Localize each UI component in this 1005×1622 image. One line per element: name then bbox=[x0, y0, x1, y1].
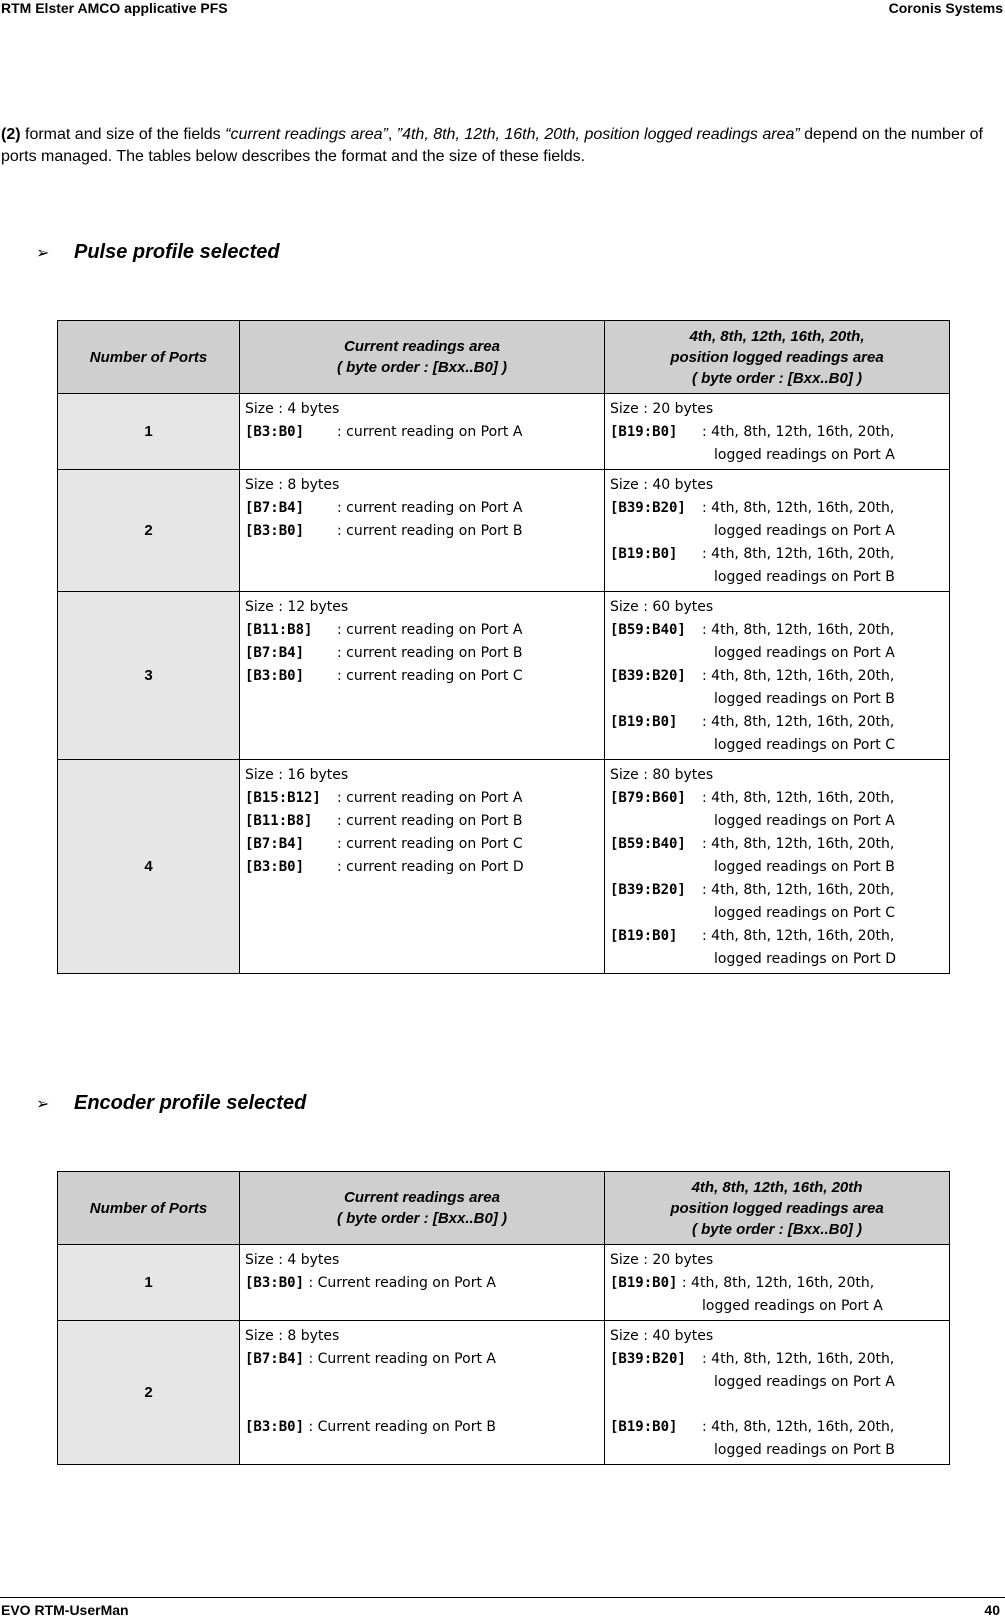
byte-range-key: [B3:B0] bbox=[245, 523, 305, 539]
logged-readings-content bbox=[605, 760, 949, 973]
table-row bbox=[58, 470, 950, 592]
logged-readings-content bbox=[605, 592, 949, 759]
intro-text-3: depend on the number of ports managed. The tables below describes the format and the size of these fields. bbox=[1, 126, 983, 165]
byte-range-desc-continued: logged readings on Port C bbox=[714, 905, 895, 921]
footer-doc-name: EVO RTM-UserMan bbox=[1, 1602, 129, 1618]
table-header-row bbox=[58, 321, 950, 394]
table-row bbox=[58, 394, 950, 470]
byte-range-line bbox=[245, 421, 599, 444]
byte-range-desc: : current reading on Port A bbox=[337, 500, 523, 516]
byte-range-desc: : 4th, 8th, 12th, 16th, 20th, bbox=[702, 882, 895, 898]
byte-range-desc: : Current reading on Port A bbox=[304, 1275, 496, 1291]
byte-range-line bbox=[610, 619, 944, 642]
current-readings-content bbox=[240, 760, 604, 881]
byte-range-key: [B19:B0] bbox=[610, 1275, 678, 1291]
current-readings-cell bbox=[240, 1321, 605, 1465]
current-readings-content bbox=[240, 470, 604, 545]
byte-range-line bbox=[610, 543, 944, 566]
byte-range-key: [B19:B0] bbox=[610, 424, 678, 440]
byte-range-key: [B19:B0] bbox=[610, 928, 678, 944]
ports-count-cell: 1 bbox=[58, 1245, 240, 1321]
size-label: Size : 4 bytes bbox=[245, 401, 340, 417]
byte-range-line bbox=[245, 787, 599, 810]
byte-range-line bbox=[245, 1416, 599, 1439]
spacer bbox=[245, 1371, 599, 1416]
intro-paragraph bbox=[1, 124, 991, 168]
byte-range-key: [B19:B0] bbox=[610, 546, 678, 562]
byte-range-key: [B79:B60] bbox=[610, 790, 686, 806]
byte-range-key: [B39:B20] bbox=[610, 1351, 686, 1367]
byte-range-line bbox=[245, 520, 599, 543]
byte-range-desc: : Current reading on Port B bbox=[304, 1419, 496, 1435]
table-row bbox=[58, 1245, 950, 1321]
byte-range-desc: : 4th, 8th, 12th, 16th, 20th, bbox=[702, 424, 895, 440]
byte-range-line bbox=[610, 879, 944, 902]
logged-readings-cell bbox=[605, 1245, 950, 1321]
intro-text-1: format and size of the fields bbox=[20, 126, 226, 143]
size-label: Size : 40 bytes bbox=[610, 477, 714, 493]
current-readings-cell bbox=[240, 1245, 605, 1321]
logged-readings-content bbox=[605, 394, 949, 469]
bullet-arrow-icon: ➢ bbox=[36, 245, 50, 262]
byte-range-desc: : 4th, 8th, 12th, 16th, 20th, bbox=[702, 622, 895, 638]
table-row bbox=[58, 760, 950, 974]
byte-range-desc: : 4th, 8th, 12th, 16th, 20th, bbox=[702, 1419, 895, 1435]
ports-count-cell: 4 bbox=[58, 760, 240, 974]
byte-range-key: [B39:B20] bbox=[610, 882, 686, 898]
field-name-2: ”4th, 8th, 12th, 16th, 20th, position logged readings area” bbox=[396, 126, 800, 143]
size-label: Size : 12 bytes bbox=[245, 599, 349, 615]
byte-range-desc: : current reading on Port C bbox=[337, 836, 523, 852]
bullet-arrow-icon: ➢ bbox=[36, 1096, 50, 1113]
logged-readings-cell bbox=[605, 760, 950, 974]
byte-range-desc-continued: logged readings on Port A bbox=[714, 523, 895, 539]
byte-range-desc: : current reading on Port B bbox=[337, 645, 523, 661]
current-readings-content bbox=[240, 394, 604, 446]
pulse-section-heading bbox=[36, 241, 280, 264]
byte-range-desc-continued: logged readings on Port B bbox=[714, 1442, 895, 1458]
byte-range-desc: : 4th, 8th, 12th, 16th, 20th, bbox=[702, 1351, 895, 1367]
byte-range-key: [B59:B40] bbox=[610, 622, 686, 638]
current-readings-cell bbox=[240, 592, 605, 760]
byte-range-line bbox=[610, 421, 944, 444]
byte-range-key: [B11:B8] bbox=[245, 813, 313, 829]
byte-range-desc: : 4th, 8th, 12th, 16th, 20th, bbox=[702, 928, 895, 944]
pulse-section-title: Pulse profile selected bbox=[74, 241, 280, 263]
byte-range-desc-continued: logged readings on Port A bbox=[714, 813, 895, 829]
logged-readings-cell bbox=[605, 1321, 950, 1465]
byte-range-line bbox=[245, 619, 599, 642]
current-readings-content bbox=[240, 1321, 604, 1441]
byte-range-key: [B7:B4] bbox=[245, 1351, 305, 1367]
logged-readings-cell bbox=[605, 592, 950, 760]
current-readings-content bbox=[240, 592, 604, 690]
logged-readings-cell bbox=[605, 470, 950, 592]
column-header-current: Current readings area ( byte order : [Bxx..B0] ) bbox=[240, 321, 605, 394]
ports-count-cell: 1 bbox=[58, 394, 240, 470]
byte-range-line bbox=[245, 665, 599, 688]
intro-text-2: , bbox=[387, 126, 397, 143]
byte-range-desc-continued: logged readings on Port A bbox=[714, 447, 895, 463]
byte-range-line bbox=[245, 642, 599, 665]
ports-count-cell: 2 bbox=[58, 1321, 240, 1465]
byte-range-key: [B7:B4] bbox=[245, 645, 305, 661]
byte-range-line bbox=[610, 925, 944, 948]
byte-range-line bbox=[245, 856, 599, 879]
current-readings-cell bbox=[240, 470, 605, 592]
note-number: (2) bbox=[1, 126, 21, 143]
byte-range-desc: : current reading on Port B bbox=[337, 813, 523, 829]
encoder-section-title: Encoder profile selected bbox=[74, 1092, 307, 1114]
byte-range-key: [B3:B0] bbox=[245, 1275, 305, 1291]
current-readings-cell bbox=[240, 394, 605, 470]
ports-count-cell: 2 bbox=[58, 470, 240, 592]
column-header-ports: Number of Ports bbox=[58, 1172, 240, 1245]
header-company: Coronis Systems bbox=[888, 0, 1003, 16]
byte-range-desc-continued: logged readings on Port A bbox=[714, 645, 895, 661]
column-header-ports: Number of Ports bbox=[58, 321, 240, 394]
byte-range-key: [B3:B0] bbox=[245, 424, 305, 440]
size-label: Size : 16 bytes bbox=[245, 767, 349, 783]
header-title: RTM Elster AMCO applicative PFS bbox=[1, 0, 228, 16]
page-header bbox=[0, 0, 1005, 24]
byte-range-line bbox=[245, 810, 599, 833]
byte-range-desc: : Current reading on Port A bbox=[304, 1351, 496, 1367]
byte-range-line bbox=[610, 665, 944, 688]
byte-range-desc: : 4th, 8th, 12th, 16th, 20th, bbox=[702, 500, 895, 516]
byte-range-key: [B7:B4] bbox=[245, 836, 305, 852]
byte-range-key: [B7:B4] bbox=[245, 500, 305, 516]
column-header-current: Current readings area ( byte order : [Bxx..B0] ) bbox=[240, 1172, 605, 1245]
size-label: Size : 40 bytes bbox=[610, 1328, 714, 1344]
table-row bbox=[58, 1321, 950, 1465]
byte-range-line bbox=[245, 1272, 599, 1295]
logged-readings-content bbox=[605, 1321, 949, 1464]
byte-range-line bbox=[610, 1416, 944, 1439]
byte-range-desc: : current reading on Port C bbox=[337, 668, 523, 684]
logged-readings-content bbox=[605, 1245, 949, 1320]
size-label: Size : 20 bytes bbox=[610, 1252, 714, 1268]
table-row bbox=[58, 592, 950, 760]
size-label: Size : 4 bytes bbox=[245, 1252, 340, 1268]
current-readings-cell bbox=[240, 760, 605, 974]
byte-range-key: [B3:B0] bbox=[245, 859, 305, 875]
byte-range-key: [B11:B8] bbox=[245, 622, 313, 638]
ports-count-cell: 3 bbox=[58, 592, 240, 760]
byte-range-key: [B59:B40] bbox=[610, 836, 686, 852]
byte-range-key: [B19:B0] bbox=[610, 714, 678, 730]
byte-range-desc: : 4th, 8th, 12th, 16th, 20th, bbox=[677, 1275, 875, 1291]
byte-range-desc: : current reading on Port D bbox=[337, 859, 524, 875]
size-label: Size : 80 bytes bbox=[610, 767, 714, 783]
byte-range-key: [B15:B12] bbox=[245, 790, 321, 806]
byte-range-line bbox=[245, 497, 599, 520]
column-header-logged: 4th, 8th, 12th, 16th, 20th, position logged readings area ( byte order : [Bxx..B0] ) bbox=[605, 321, 950, 394]
byte-range-desc-continued: logged readings on Port C bbox=[714, 737, 895, 753]
column-header-logged: 4th, 8th, 12th, 16th, 20th position logged readings area ( byte order : [Bxx..B0] ) bbox=[605, 1172, 950, 1245]
byte-range-line bbox=[610, 497, 944, 520]
size-label: Size : 20 bytes bbox=[610, 401, 714, 417]
byte-range-desc: : current reading on Port B bbox=[337, 523, 523, 539]
byte-range-desc-continued: logged readings on Port B bbox=[714, 569, 895, 585]
size-label: Size : 60 bytes bbox=[610, 599, 714, 615]
byte-range-desc-continued: logged readings on Port D bbox=[714, 951, 896, 967]
byte-range-desc: : 4th, 8th, 12th, 16th, 20th, bbox=[702, 790, 895, 806]
byte-range-key: [B3:B0] bbox=[245, 668, 305, 684]
byte-range-desc: : current reading on Port A bbox=[337, 790, 523, 806]
byte-range-line bbox=[610, 1348, 944, 1371]
byte-range-line bbox=[245, 833, 599, 856]
byte-range-line bbox=[610, 1272, 944, 1295]
byte-range-line bbox=[610, 833, 944, 856]
encoder-section-heading bbox=[36, 1092, 306, 1115]
page-footer bbox=[0, 1597, 1005, 1622]
byte-range-desc-continued: logged readings on Port B bbox=[714, 691, 895, 707]
byte-range-desc-continued: logged readings on Port A bbox=[714, 1374, 895, 1390]
byte-range-desc-continued: logged readings on Port B bbox=[714, 859, 895, 875]
byte-range-desc: : 4th, 8th, 12th, 16th, 20th, bbox=[702, 668, 895, 684]
byte-range-key: [B19:B0] bbox=[610, 1419, 678, 1435]
field-name-1: “current readings area” bbox=[225, 126, 388, 143]
logged-readings-cell bbox=[605, 394, 950, 470]
byte-range-desc: : current reading on Port A bbox=[337, 424, 523, 440]
byte-range-desc: : 4th, 8th, 12th, 16th, 20th, bbox=[702, 836, 895, 852]
byte-range-line bbox=[610, 711, 944, 734]
byte-range-desc: : 4th, 8th, 12th, 16th, 20th, bbox=[702, 546, 895, 562]
table-header-row bbox=[58, 1172, 950, 1245]
byte-range-line bbox=[245, 1348, 599, 1371]
pulse-profile-table bbox=[57, 320, 950, 974]
byte-range-desc-continued: logged readings on Port A bbox=[702, 1298, 883, 1314]
byte-range-key: [B3:B0] bbox=[245, 1419, 305, 1435]
byte-range-line bbox=[610, 787, 944, 810]
size-label: Size : 8 bytes bbox=[245, 1328, 340, 1344]
byte-range-desc: : current reading on Port A bbox=[337, 622, 523, 638]
byte-range-key: [B39:B20] bbox=[610, 500, 686, 516]
page-number: 40 bbox=[984, 1602, 1000, 1618]
logged-readings-content bbox=[605, 470, 949, 591]
size-label: Size : 8 bytes bbox=[245, 477, 340, 493]
byte-range-key: [B39:B20] bbox=[610, 668, 686, 684]
spacer bbox=[610, 1394, 944, 1416]
encoder-profile-table bbox=[57, 1171, 950, 1465]
byte-range-desc: : 4th, 8th, 12th, 16th, 20th, bbox=[702, 714, 895, 730]
current-readings-content bbox=[240, 1245, 604, 1297]
